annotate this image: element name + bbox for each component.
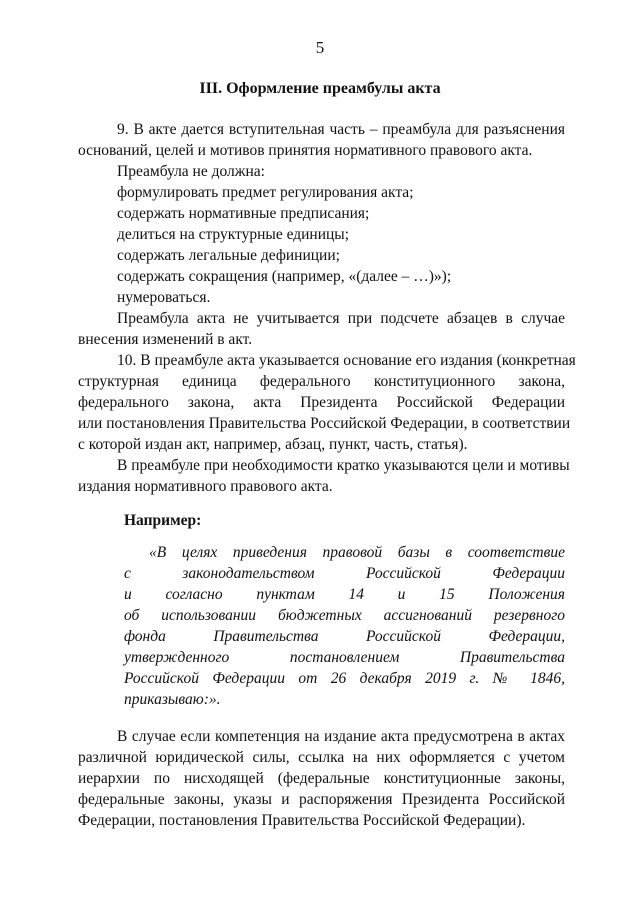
prohibited-item: содержать сокращения (например, «(далее – …)»); [117, 268, 452, 285]
prohibited-item: делиться на структурные единицы; [117, 226, 350, 243]
prohibited-item: нумероваться. [117, 289, 211, 306]
example-line-1: «В целях приведения правовой базы в соответствие [149, 544, 565, 561]
p10-line-4: или постановления Правительства Российской Федерации, в соответствии [78, 415, 571, 432]
p-final-line-2: различной юридической силы, ссылка на них оформляется с учетом [78, 749, 565, 766]
p-final-line-1: В случае если компетенция на издание акта предусмотрена в актах [117, 728, 565, 745]
prohibited-intro: Преамбула не должна: [117, 163, 265, 180]
example-line-3: и согласно пунктам 14 и 15 Положения [124, 586, 565, 603]
p-goals-line-1: В преамбуле при необходимости кратко указываются цели и мотивы [117, 457, 570, 474]
section-title: III. Оформление преамбулы акта [199, 80, 441, 97]
example-label: Например: [124, 512, 202, 529]
p-final-line-4: федеральные законы, указы и распоряжения Президента Российской [78, 791, 565, 808]
example-line-6: утвержденного постановлением Правительства [124, 649, 565, 666]
p-final-line-3: иерархии по нисходящей (федеральные конституционные законы, [78, 770, 565, 787]
p-final-line-5: Федерации, постановления Правительства Российской Федерации). [78, 812, 526, 829]
p-count-line-1: Преамбула акта не учитывается при подсчете абзацев в случае [117, 310, 565, 327]
p10-line-2: структурная единица федерального конституционного закона, [78, 373, 565, 390]
p9-line-2: оснований, целей и мотивов принятия нормативного правового акта. [78, 142, 533, 159]
prohibited-item: содержать легальные дефиниции; [117, 247, 340, 264]
p9-line-1: 9. В акте дается вступительная часть – преамбула для разъяснения [117, 121, 565, 138]
p-count-line-2: внесения изменений в акт. [78, 331, 253, 348]
example-line-8: приказываю:». [124, 691, 221, 708]
example-line-5: фонда Правительства Российской Федерации, [124, 628, 565, 645]
example-line-7: Российской Федерации от 26 декабря 2019 г. № 1846, [124, 670, 565, 687]
example-line-2: с законодательством Российской Федерации [124, 565, 565, 582]
prohibited-item: формулировать предмет регулирования акта; [117, 184, 414, 201]
prohibited-item: содержать нормативные предписания; [117, 205, 370, 222]
p10-line-3: федерального закона, акта Президента Российской Федерации [78, 394, 565, 411]
p-goals-line-2: издания нормативного правового акта. [78, 478, 333, 495]
page-number: 5 [315, 38, 325, 57]
p10-line-1: 10. В преамбуле акта указывается основание его издания (конкретная [117, 352, 576, 369]
example-line-4: об использовании бюджетных ассигнований резервного [124, 607, 565, 624]
p10-line-5: с которой издан акт, например, абзац, пункт, часть, статья). [78, 436, 468, 453]
